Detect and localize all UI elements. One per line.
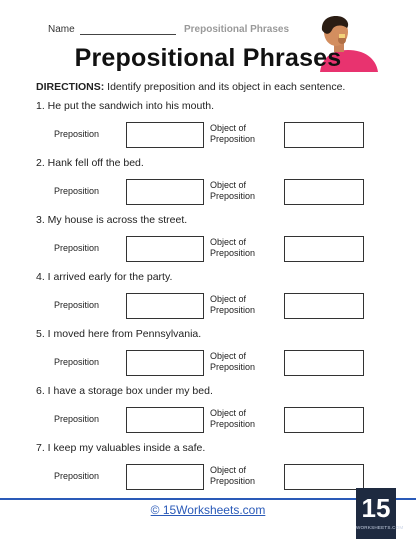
object-label-line2: Preposition [210,134,256,144]
question-6: 6. I have a storage box under my bed. [36,385,213,397]
object-label-line2: Preposition [210,419,256,429]
object-answer-box[interactable] [284,464,364,490]
object-answer-box[interactable] [284,293,364,319]
question-4: 4. I arrived early for the party. [36,271,173,283]
preposition-answer-box[interactable] [126,407,204,433]
object-label-line1: Object of [210,408,247,418]
directions-text: Identify preposition and its object in each sentence. [104,81,346,93]
object-label-line1: Object of [210,294,247,304]
preposition-label: Preposition [54,357,100,367]
footer-divider [0,498,416,500]
preposition-answer-box[interactable] [126,236,204,262]
object-answer-box[interactable] [284,350,364,376]
object-label-line1: Object of [210,351,247,361]
preposition-answer-box[interactable] [126,293,204,319]
object-label-line1: Object of [210,237,247,247]
preposition-label: Preposition [54,129,100,139]
object-label-line2: Preposition [210,305,256,315]
object-label [210,123,255,145]
object-label-line1: Object of [210,123,247,133]
object-label [210,351,255,373]
question-7: 7. I keep my valuables inside a safe. [36,442,206,454]
object-label-line2: Preposition [210,248,256,258]
preposition-answer-box[interactable] [126,179,204,205]
directions [36,81,345,93]
directions-label: DIRECTIONS: [36,81,105,93]
logo-wordmark: WORKSHEETS.COM [356,525,404,530]
object-label [210,465,255,487]
logo-number: 15 [361,493,391,523]
object-label [210,408,255,430]
object-answer-box[interactable] [284,122,364,148]
preposition-label: Preposition [54,243,100,253]
preposition-label: Preposition [54,300,100,310]
page-title: Prepositional Phrases [74,44,342,72]
preposition-answer-box[interactable] [126,464,204,490]
food-shape [339,34,345,38]
object-label [210,237,255,259]
question-3: 3. My house is across the street. [36,214,188,226]
object-label [210,180,255,202]
object-label-line1: Object of [210,465,247,475]
preposition-label: Preposition [54,186,100,196]
preposition-label: Preposition [54,471,100,481]
preposition-answer-box[interactable] [126,350,204,376]
object-label-line1: Object of [210,180,247,190]
preposition-label: Preposition [54,414,100,424]
object-answer-box[interactable] [284,236,364,262]
object-answer-box[interactable] [284,179,364,205]
name-label: Name [48,24,75,35]
object-label [210,294,255,316]
name-line[interactable] [80,34,176,35]
footer-link[interactable]: © 15Worksheets.com [150,503,266,517]
question-1: 1. He put the sandwich into his mouth. [36,100,215,112]
question-5: 5. I moved here from Pennsylvania. [36,328,202,340]
object-label-line2: Preposition [210,191,256,201]
preposition-answer-box[interactable] [126,122,204,148]
object-answer-box[interactable] [284,407,364,433]
object-label-line2: Preposition [210,476,256,486]
header-topic: Prepositional Phrases [184,24,290,35]
question-2: 2. Hank fell off the bed. [36,157,144,169]
object-label-line2: Preposition [210,362,256,372]
